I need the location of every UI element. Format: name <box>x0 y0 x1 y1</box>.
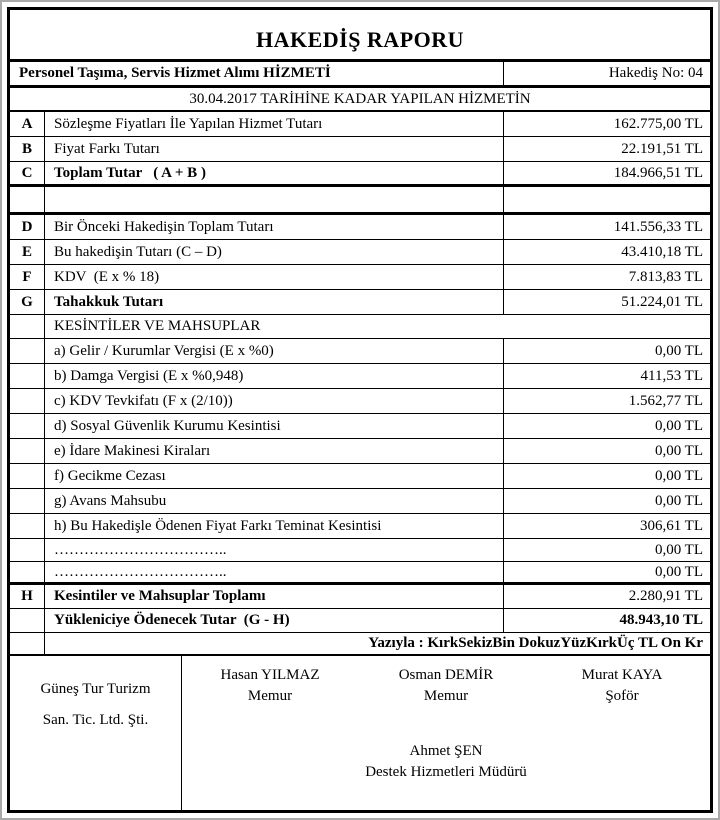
row-letter: H <box>10 585 45 608</box>
signatories <box>182 656 710 810</box>
row-value: 43.410,18 TL <box>621 243 703 260</box>
spacer-row <box>10 187 710 215</box>
row-letter <box>10 633 45 654</box>
row-letter: G <box>10 290 45 314</box>
row-label: b) Damga Vergisi (E x %0,948) <box>45 364 504 388</box>
deduction-row-h <box>10 514 710 539</box>
row-value: 22.191,51 TL <box>621 140 703 157</box>
row-letter <box>10 439 45 463</box>
deductions-section-title: KESİNTİLER VE MAHSUPLAR <box>54 318 261 334</box>
row-letter: B <box>10 137 45 161</box>
row-label: c) KDV Tevkifatı (F x (2/10)) <box>45 389 504 413</box>
row-letter <box>10 514 45 538</box>
row-letter <box>10 364 45 388</box>
row-value <box>504 187 710 212</box>
row-label: …………………………….. <box>45 562 504 582</box>
deduction-row-c <box>10 389 710 414</box>
page-title: HAKEDİŞ RAPORU <box>255 26 465 52</box>
signatory-name: Murat KAYA <box>581 667 663 683</box>
row-label: a) Gelir / Kurumlar Vergisi (E x %0) <box>45 339 504 363</box>
row-value: 0,00 TL <box>654 342 703 359</box>
row-label: g) Avans Mahsubu <box>45 489 504 513</box>
row-value: 7.813,83 TL <box>628 268 703 285</box>
table-row-e <box>10 240 710 265</box>
signatory-role: Memur <box>423 688 469 704</box>
row-label: Bu hakedişin Tutarı (C – D) <box>45 240 504 264</box>
signature-section <box>10 656 710 810</box>
amount-in-words-row <box>10 633 710 656</box>
row-letter <box>10 539 45 561</box>
row-label: Kesintiler ve Mahsuplar Toplamı <box>45 585 504 608</box>
signatory-row <box>182 665 710 707</box>
table-row-b <box>10 137 710 162</box>
row-value: 0,00 TL <box>654 467 703 484</box>
row-letter: D <box>10 215 45 239</box>
amount-in-words: Yazıyla : KırkSekizBin DokuzYüzKırkÜç TL On Kr <box>368 635 703 651</box>
row-letter <box>10 562 45 582</box>
signatory-role: Şoför <box>605 688 639 704</box>
row-label: Tahakkuk Tutarı <box>45 290 504 314</box>
row-letter <box>10 489 45 513</box>
deduction-row-blank2 <box>10 562 710 585</box>
row-letter: A <box>10 112 45 136</box>
period-text: 30.04.2017 TARİHİNE KADAR YAPILAN HİZMETİN <box>189 90 531 107</box>
row-letter <box>10 464 45 488</box>
deduction-row-e <box>10 439 710 464</box>
row-value: 51.224,01 TL <box>621 293 703 310</box>
signatory-1 <box>182 665 358 707</box>
row-value: 141.556,33 TL <box>613 218 703 235</box>
row-value: 411,53 TL <box>640 367 703 384</box>
row-letter: E <box>10 240 45 264</box>
row-value: 306,61 TL <box>639 517 703 534</box>
row-value: 0,00 TL <box>654 442 703 459</box>
row-letter <box>10 389 45 413</box>
payable-label: Yükleniciye Ödenecek Tutar (G - H) <box>45 609 504 632</box>
period-row <box>10 88 710 112</box>
row-label: Bir Önceki Hakedişin Toplam Tutarı <box>45 215 504 239</box>
row-label: f) Gecikme Cezası <box>45 464 504 488</box>
row-letter <box>10 315 45 338</box>
deduction-row-d <box>10 414 710 439</box>
deduction-row-g <box>10 489 710 514</box>
row-label <box>45 187 504 212</box>
deduction-row-f <box>10 464 710 489</box>
table-row-a <box>10 112 710 137</box>
table-row-d <box>10 215 710 240</box>
title-row <box>10 10 710 62</box>
approver-role: Destek Hizmetleri Müdürü <box>365 764 527 780</box>
service-subject: Personel Taşıma, Servis Hizmet Alımı HİZMETİ <box>10 62 504 85</box>
row-label: Toplam Tutar ( A + B ) <box>45 162 504 184</box>
signatory-name: Hasan YILMAZ <box>220 667 320 683</box>
row-letter <box>10 609 45 632</box>
row-value: 0,00 TL <box>654 417 703 434</box>
row-letter: F <box>10 265 45 289</box>
approver-block <box>182 741 710 783</box>
row-label: …………………………….. <box>45 539 504 561</box>
table-row-c <box>10 162 710 187</box>
row-letter: C <box>10 162 45 184</box>
company-name-line1: Güneş Tur Turizm <box>40 681 151 697</box>
row-label: d) Sosyal Güvenlik Kurumu Kesintisi <box>45 414 504 438</box>
payable-row <box>10 609 710 633</box>
row-letter <box>10 187 45 212</box>
row-label: e) İdare Makinesi Kiraları <box>45 439 504 463</box>
table-row-g <box>10 290 710 315</box>
row-value: 0,00 TL <box>654 541 703 558</box>
row-label: Sözleşme Fiyatları İle Yapılan Hizmet Tutarı <box>45 112 504 136</box>
row-letter <box>10 414 45 438</box>
contractor-company <box>10 656 182 810</box>
company-name-line2: San. Tic. Ltd. Şti. <box>42 712 149 728</box>
row-label: h) Bu Hakedişle Ödenen Fiyat Farkı Teminat Kesintisi <box>45 514 504 538</box>
approver-name: Ahmet ŞEN <box>409 743 483 759</box>
row-label: KDV (E x % 18) <box>45 265 504 289</box>
row-letter <box>10 339 45 363</box>
hakedis-number: Hakediş No: 04 <box>608 65 703 81</box>
signatory-3 <box>534 665 710 707</box>
row-value: 1.562,77 TL <box>628 392 703 409</box>
deduction-row-a <box>10 339 710 364</box>
row-value: 0,00 TL <box>654 563 703 580</box>
row-value: 0,00 TL <box>654 492 703 509</box>
deductions-header-row <box>10 315 710 339</box>
payable-value: 48.943,10 TL <box>619 612 703 628</box>
signatory-2 <box>358 665 534 707</box>
row-label: Fiyat Farkı Tutarı <box>45 137 504 161</box>
table-row-f <box>10 265 710 290</box>
signatory-name: Osman DEMİR <box>398 667 494 683</box>
row-value: 184.966,51 TL <box>613 164 703 181</box>
row-value: 2.280,91 TL <box>628 588 703 604</box>
header-row <box>10 62 710 88</box>
deduction-row-b <box>10 364 710 389</box>
signatory-role: Memur <box>247 688 293 704</box>
report-table <box>7 7 713 813</box>
table-row-h-total <box>10 585 710 609</box>
deduction-row-blank1 <box>10 539 710 562</box>
row-value: 162.775,00 TL <box>613 115 703 132</box>
